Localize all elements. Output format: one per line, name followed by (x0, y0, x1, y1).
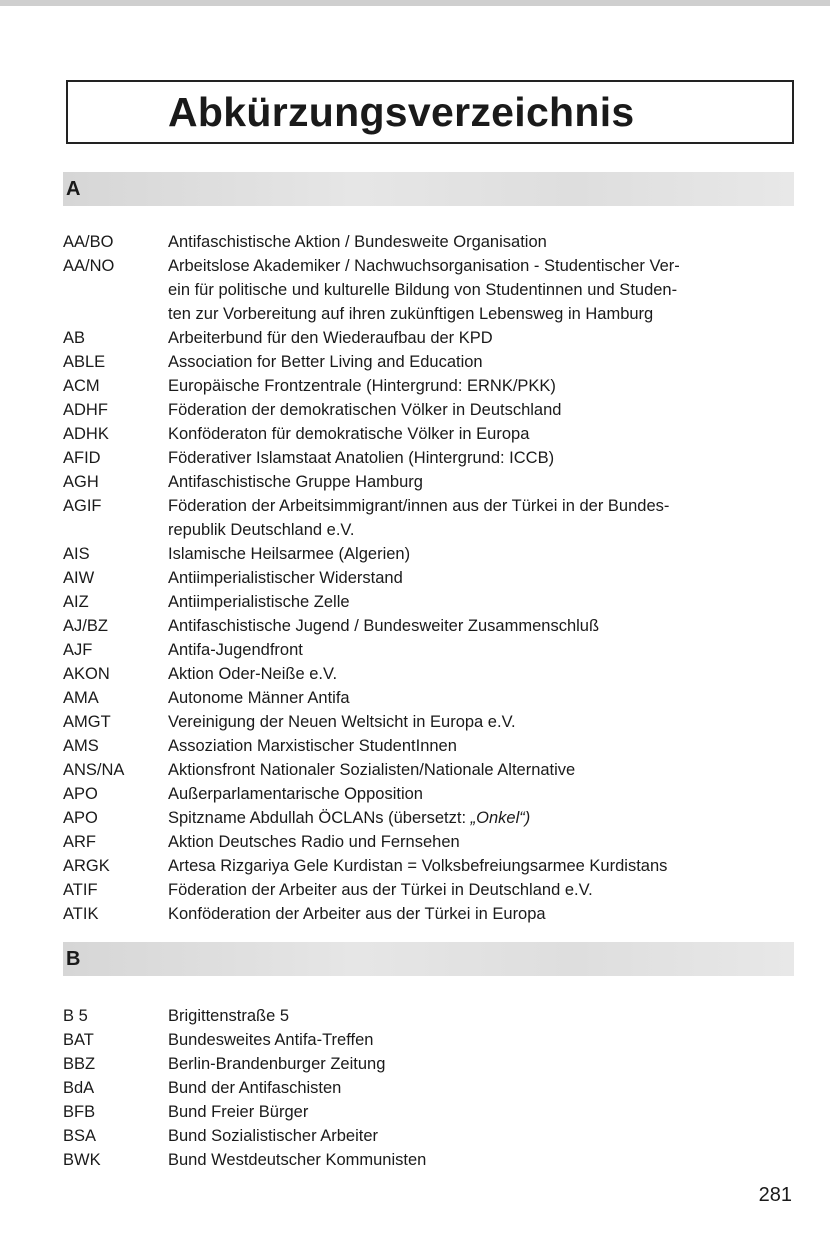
entry (63, 1124, 783, 1148)
abbreviation: ATIK (63, 905, 99, 923)
abbreviation: AIS (63, 545, 90, 563)
entry (63, 614, 783, 638)
definition: Antifaschistische Gruppe Hamburg (168, 473, 423, 491)
definition: Föderation der Arbeitsimmigrant/innen aus der Türkei in der Bundes- republik Deutschland e.V. (168, 497, 670, 539)
entry (63, 446, 783, 470)
entry (63, 854, 783, 878)
abbreviation: AMA (63, 689, 99, 707)
entry (63, 1028, 783, 1052)
page-number: 281 (758, 1184, 792, 1206)
section-header-a (63, 172, 794, 206)
entry (63, 878, 783, 902)
definition: Bund Sozialistischer Arbeiter (168, 1127, 379, 1145)
abbreviation: ARGK (63, 857, 110, 875)
entry (63, 638, 783, 662)
entry (63, 398, 783, 422)
definition: Bund der Antifaschisten (168, 1079, 342, 1097)
definition: Association for Better Living and Education (168, 353, 483, 371)
entry (63, 758, 783, 782)
definition: Antifa-Jugendfront (168, 641, 303, 659)
abbreviation: BBZ (63, 1055, 96, 1073)
entry (63, 1052, 783, 1076)
entry (63, 686, 783, 710)
entry (63, 566, 783, 590)
definition: Bundesweites Antifa-Treffen (168, 1031, 374, 1049)
abbreviation: BAT (63, 1031, 94, 1049)
entry (63, 230, 783, 254)
definition: Spitzname Abdullah ÖCLANs (übersetzt: „Onkel“) (168, 809, 531, 827)
entry (63, 734, 783, 758)
definition: Konföderaton für demokratische Völker in Europa (168, 425, 530, 443)
section-b-entries (63, 1004, 783, 1172)
abbreviation: AMGT (63, 713, 111, 731)
abbreviation: ADHF (63, 401, 108, 419)
definition: Föderativer Islamstaat Anatolien (Hintergrund: ICCB) (168, 449, 555, 467)
definition: Arbeiterbund für den Wiederaufbau der KPD (168, 329, 493, 347)
definition: Arbeitslose Akademiker / Nachwuchsorganisation - Studentischer Ver- ein für politische und kulturelle Bildung von Studentinnen und Studen- ten zur Vorbereitung auf ihren zukünftigen Lebensweg in Hamburg (168, 257, 680, 323)
top-border (0, 0, 830, 6)
entry (63, 662, 783, 686)
definition: Artesa Rizgariya Gele Kurdistan = Volksbefreiungsarmee Kurdistans (168, 857, 668, 875)
entry (63, 326, 783, 350)
abbreviation: ANS/NA (63, 761, 125, 779)
definition: Antifaschistische Aktion / Bundesweite Organisation (168, 233, 547, 251)
abbreviation: AJ/BZ (63, 617, 108, 635)
entry (63, 494, 783, 542)
page-title: Abkürzungsverzeichnis (168, 89, 635, 135)
entry (63, 254, 783, 326)
abbreviation: AGIF (63, 497, 102, 515)
abbreviation: BSA (63, 1127, 97, 1145)
abbreviation: AJF (63, 641, 93, 659)
title-box (66, 80, 794, 144)
entry (63, 470, 783, 494)
definition: Antiimperialistische Zelle (168, 593, 350, 611)
definition: Autonome Männer Antifa (168, 689, 350, 707)
section-letter: A (66, 178, 81, 200)
abbreviation: AA/BO (63, 233, 114, 251)
definition: Aktion Oder-Neiße e.V. (168, 665, 338, 683)
abbreviation: ACM (63, 377, 100, 395)
abbreviation: AIW (63, 569, 95, 587)
definition: Bund Freier Bürger (168, 1103, 309, 1121)
abbreviation: AKON (63, 665, 110, 683)
abbreviation: BdA (63, 1079, 95, 1097)
definition: Antifaschistische Jugend / Bundesweiter Zusammenschluß (168, 617, 600, 635)
entry (63, 590, 783, 614)
abbreviation: ABLE (63, 353, 106, 371)
definition: Föderation der Arbeiter aus der Türkei in Deutschland e.V. (168, 881, 593, 899)
abbreviation: AIZ (63, 593, 89, 611)
section-a-entries (63, 230, 783, 926)
entry (63, 1004, 783, 1028)
section-header-b (63, 942, 794, 976)
definition: Föderation der demokratischen Völker in Deutschland (168, 401, 562, 419)
entry (63, 1076, 783, 1100)
abbreviation: BFB (63, 1103, 96, 1121)
entry (63, 542, 783, 566)
section-letter: B (66, 948, 81, 970)
abbreviation: AMS (63, 737, 99, 755)
abbreviation: BWK (63, 1151, 101, 1169)
abbreviation: AGH (63, 473, 99, 491)
abbreviation: AB (63, 329, 86, 347)
definition: Bund Westdeutscher Kommunisten (168, 1151, 427, 1169)
definition: Europäische Frontzentrale (Hintergrund: ERNK/PKK) (168, 377, 556, 395)
abbreviation: AA/NO (63, 257, 115, 275)
definition: Aktion Deutsches Radio und Fernsehen (168, 833, 460, 851)
abbreviation: APO (63, 809, 98, 827)
definition: Aktionsfront Nationaler Sozialisten/Nationale Alternative (168, 761, 576, 779)
abbreviation: ADHK (63, 425, 109, 443)
abbreviation: APO (63, 785, 98, 803)
entry (63, 710, 783, 734)
definition: Vereinigung der Neuen Weltsicht in Europa e.V. (168, 713, 516, 731)
definition: Konföderation der Arbeiter aus der Türkei in Europa (168, 905, 546, 923)
entry (63, 806, 783, 830)
abbreviation: AFID (63, 449, 101, 467)
entry (63, 374, 783, 398)
entry (63, 902, 783, 926)
abbreviation: ATIF (63, 881, 98, 899)
abbreviation: ARF (63, 833, 96, 851)
entry (63, 830, 783, 854)
definition: Antiimperialistischer Widerstand (168, 569, 403, 587)
definition: Außerparlamentarische Opposition (168, 785, 423, 803)
entry (63, 782, 783, 806)
entry (63, 1100, 783, 1124)
abbreviation: B 5 (63, 1007, 88, 1025)
entry (63, 1148, 783, 1172)
definition: Berlin-Brandenburger Zeitung (168, 1055, 386, 1073)
entry (63, 350, 783, 374)
definition: Assoziation Marxistischer StudentInnen (168, 737, 457, 755)
definition: Islamische Heilsarmee (Algerien) (168, 545, 411, 563)
entry (63, 422, 783, 446)
definition: Brigittenstraße 5 (168, 1007, 290, 1025)
